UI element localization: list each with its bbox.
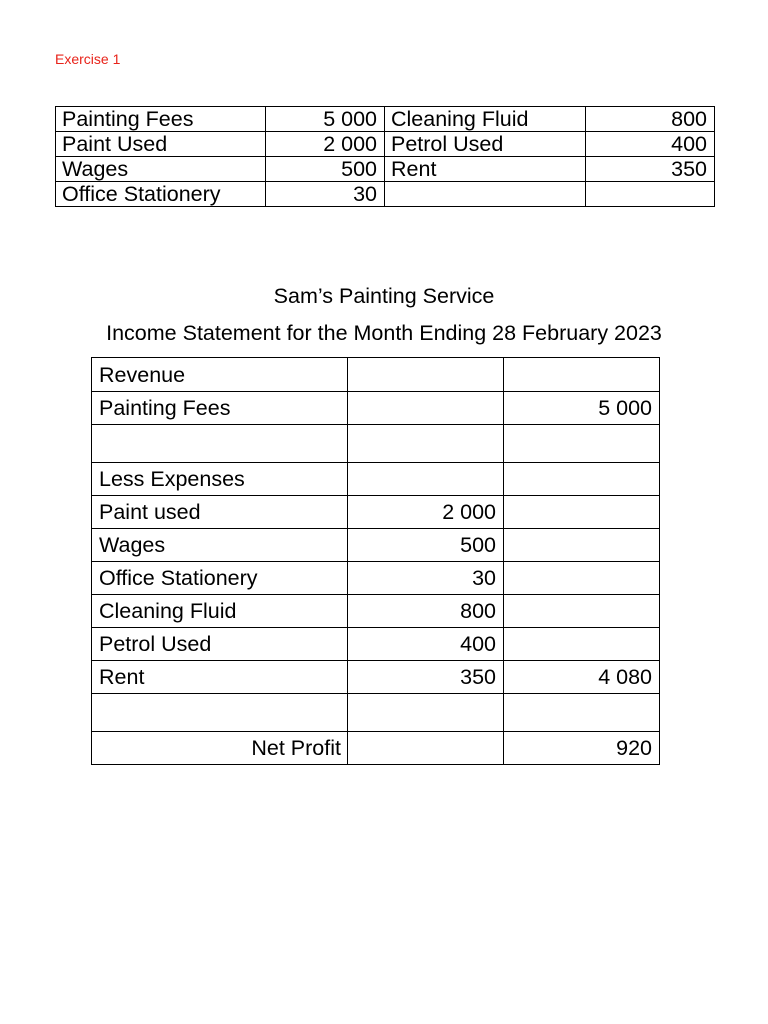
statement-col2 [348,732,504,765]
ledger-left-value: 2 000 [266,132,385,157]
statement-col2 [348,358,504,392]
statement-col3: 4 080 [504,661,660,694]
ledger-left-value: 5 000 [266,107,385,132]
ledger-right-label [385,182,586,207]
table-row [92,661,660,694]
statement-col2: 350 [348,661,504,694]
statement-col3 [504,628,660,661]
ledger-right-label: Petrol Used [385,132,586,157]
table-row [56,107,715,132]
statement-label [92,694,348,732]
table-row [92,562,660,595]
table-row [56,132,715,157]
statement-label: Petrol Used [92,628,348,661]
statement-label [92,425,348,463]
ledger-right-value: 800 [586,107,715,132]
statement-label: Rent [92,661,348,694]
table-row [92,392,660,425]
net-profit-label: Net Profit [92,732,348,765]
income-statement-table [91,357,660,765]
statement-col2: 30 [348,562,504,595]
statement-col2 [348,392,504,425]
ledger-right-value [586,182,715,207]
table-row [92,496,660,529]
ledger-left-label: Wages [56,157,266,182]
statement-col2: 2 000 [348,496,504,529]
table-row [92,358,660,392]
ledger-right-label: Cleaning Fluid [385,107,586,132]
ledger-left-value: 30 [266,182,385,207]
ledger-left-label: Paint Used [56,132,266,157]
table-row [92,694,660,732]
statement-label: Wages [92,529,348,562]
business-name: Sam’s Painting Service [273,284,495,308]
ledger-right-value: 400 [586,132,715,157]
ledger-left-label: Painting Fees [56,107,266,132]
statement-col3 [504,496,660,529]
statement-col2: 800 [348,595,504,628]
statement-label: Painting Fees [92,392,348,425]
ledger-right-label: Rent [385,157,586,182]
statement-label: Office Stationery [92,562,348,595]
table-row [56,182,715,207]
statement-col2 [348,694,504,732]
statement-col2 [348,425,504,463]
table-row [56,157,715,182]
statement-col3 [504,562,660,595]
statement-col3 [504,425,660,463]
net-profit-value: 920 [504,732,660,765]
statement-title: Income Statement for the Month Ending 28 February 2023 [106,321,662,345]
ledger-left-label: Office Stationery [56,182,266,207]
ledger-right-value: 350 [586,157,715,182]
statement-label: Cleaning Fluid [92,595,348,628]
statement-col3 [504,529,660,562]
table-row [92,732,660,765]
statement-col3 [504,358,660,392]
table-row [92,529,660,562]
statement-col3 [504,463,660,496]
table-row [92,595,660,628]
statement-label: Revenue [92,358,348,392]
statement-col3: 5 000 [504,392,660,425]
statement-label: Paint used [92,496,348,529]
statement-col2: 500 [348,529,504,562]
statement-col3 [504,694,660,732]
table-row [92,628,660,661]
statement-col3 [504,595,660,628]
ledger-left-value: 500 [266,157,385,182]
statement-col2 [348,463,504,496]
table-row [92,425,660,463]
statement-label: Less Expenses [92,463,348,496]
ledger-table [55,106,715,207]
statement-col2: 400 [348,628,504,661]
table-row [92,463,660,496]
exercise-label: Exercise 1 [55,51,121,67]
